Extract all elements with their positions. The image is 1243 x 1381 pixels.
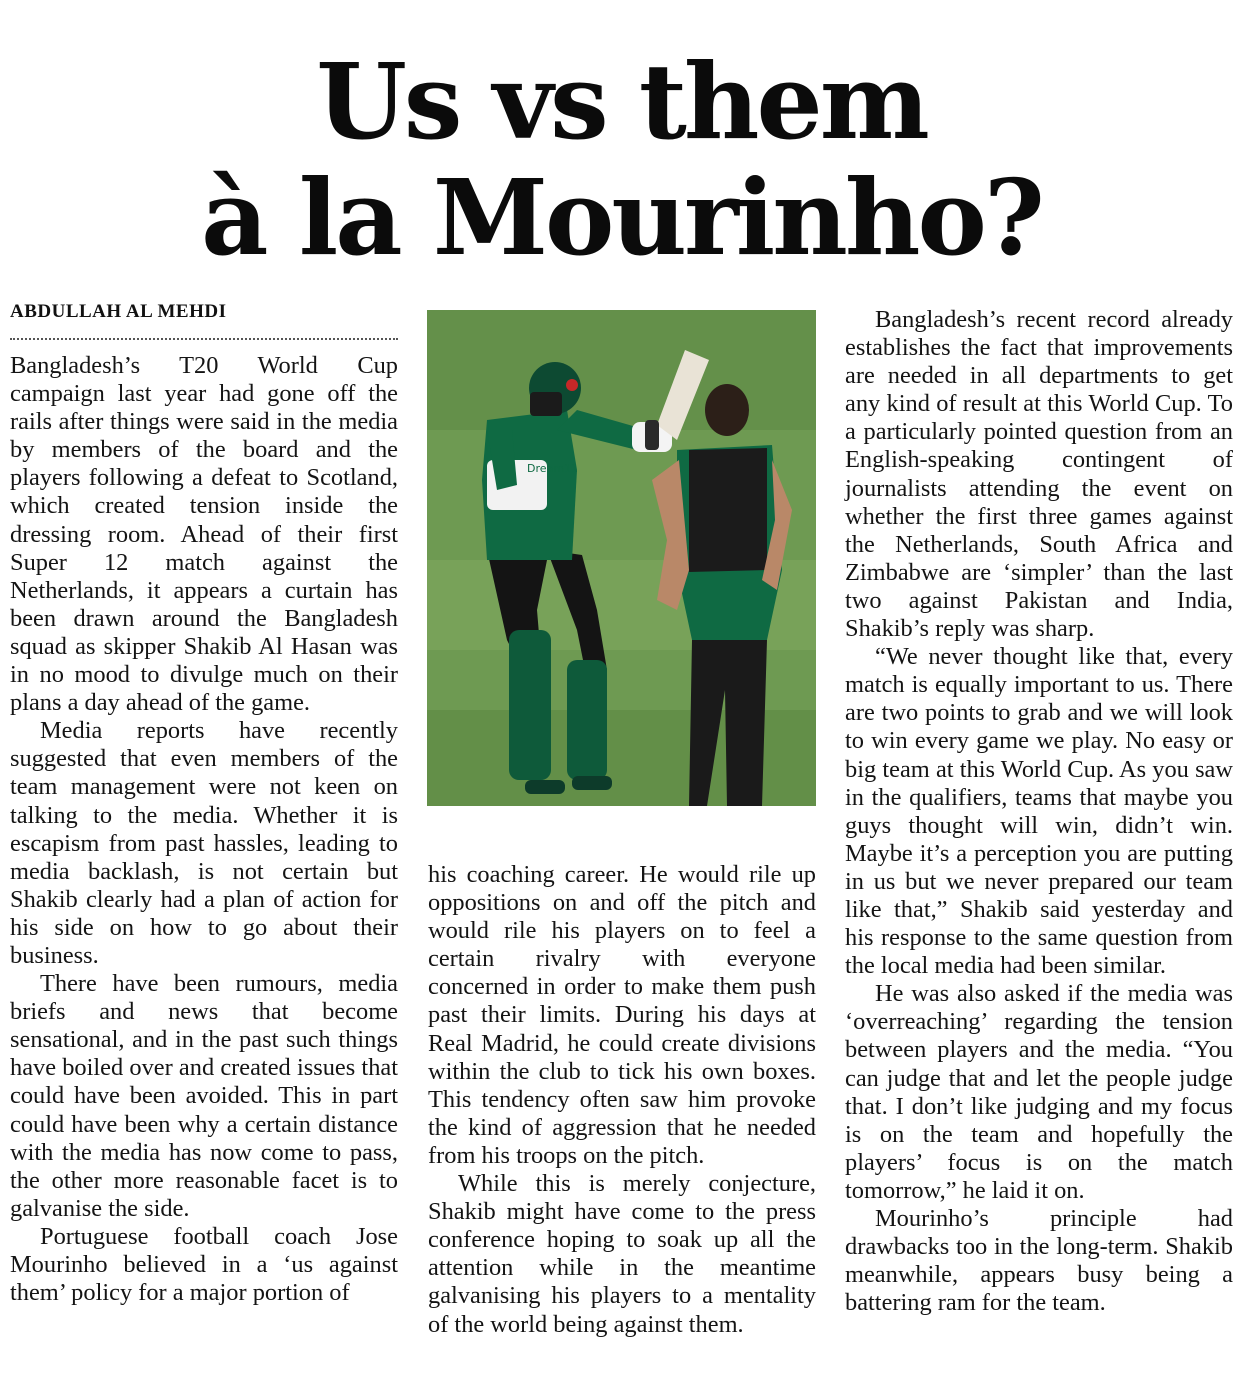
article-column-1	[10, 352, 398, 1307]
paragraph: While this is merely conjecture, Shakib might have come to the press conference hoping to soak up all the attention while in the meantime galvanising his players to a mentality of the world being against them.	[428, 1170, 816, 1338]
paragraph: “We never thought like that, every match is equally important to us. There are two points to grab and we will look to win every game we play. No easy or big team at this World Cup. As you saw in the qualifiers, teams that maybe you guys thought will win, didn’t win. Maybe it’s a perception you are putting in us but we never prepared our team like that,” Shakib said yesterday and his response to the same question from the local media had been similar.	[845, 643, 1233, 980]
paragraph: Mourinho’s principle had drawbacks too in the long-term. Shakib meanwhile, appears busy being a battering ram for the team.	[845, 1205, 1233, 1317]
cricket-photo	[427, 310, 816, 806]
headline	[0, 40, 1243, 279]
paragraph: Media reports have recently suggested that even members of the team management were not keen on talking to the media. Whether it is escapism from past hassles, leading to media backlash, is not certain but Shakib clearly had a plan of action for his side on how to go about their business.	[10, 717, 398, 969]
paragraph: There have been rumours, media briefs and news that become sensational, and in the past such things have boiled over and created issues that could have been avoided. This in part could have been why a certain distance with the media has now come to pass, the other more reasonable facet is to galvanise the side.	[10, 970, 398, 1222]
jersey-sponsor: Dream11	[527, 462, 578, 475]
paragraph: He was also asked if the media was ‘overreaching’ regarding the tension between players and the media. “You can judge that and let the people judge that. I don’t like judging and my focus is on the team and hopefully the players’ focus is on the match tomorrow,” he laid it on.	[845, 980, 1233, 1204]
paragraph: his coaching career. He would rile up oppositions on and off the pitch and would rile his players on to feel a certain rivalry with everyone concerned in order to make them push past their limits. During his days at Real Madrid, he could create divisions within the club to tick his own boxes. This tendency often saw him provoke the kind of aggression that he needed from his troops on the pitch.	[428, 861, 816, 1169]
headline-line-2: à la Mourinho?	[201, 156, 1042, 279]
byline: ABDULLAH AL MEHDI	[10, 300, 398, 340]
paragraph: Bangladesh’s T20 World Cup campaign last year had gone off the rails after things were said in the media by members of the board and the players following a defeat to Scotland, which created tension inside the dressing room. Ahead of their first Super 12 match against the Netherlands, it appears a curtain has been drawn around the Bangladesh squad as skipper Shakib Al Hasan was in no mood to divulge much on their plans a day ahead of the game.	[10, 352, 398, 717]
paragraph: Bangladesh’s recent record already establishes the fact that improvements are needed in all departments to get any kind of result at this World Cup. To a particularly pointed question from an English-speaking contingent of journalists attending the event on whether the first three games against the Netherlands, South Africa and Zimbabwe are ‘simpler’ than the last two against Pakistan and India, Shakib’s reply was sharp.	[845, 306, 1233, 643]
paragraph: Portuguese football coach Jose Mourinho believed in a ‘us against them’ policy for a major portion of	[10, 1222, 398, 1307]
article-column-2	[428, 861, 816, 1339]
article-column-3	[845, 306, 1233, 1317]
headline-line-1: Us vs them	[316, 40, 927, 163]
